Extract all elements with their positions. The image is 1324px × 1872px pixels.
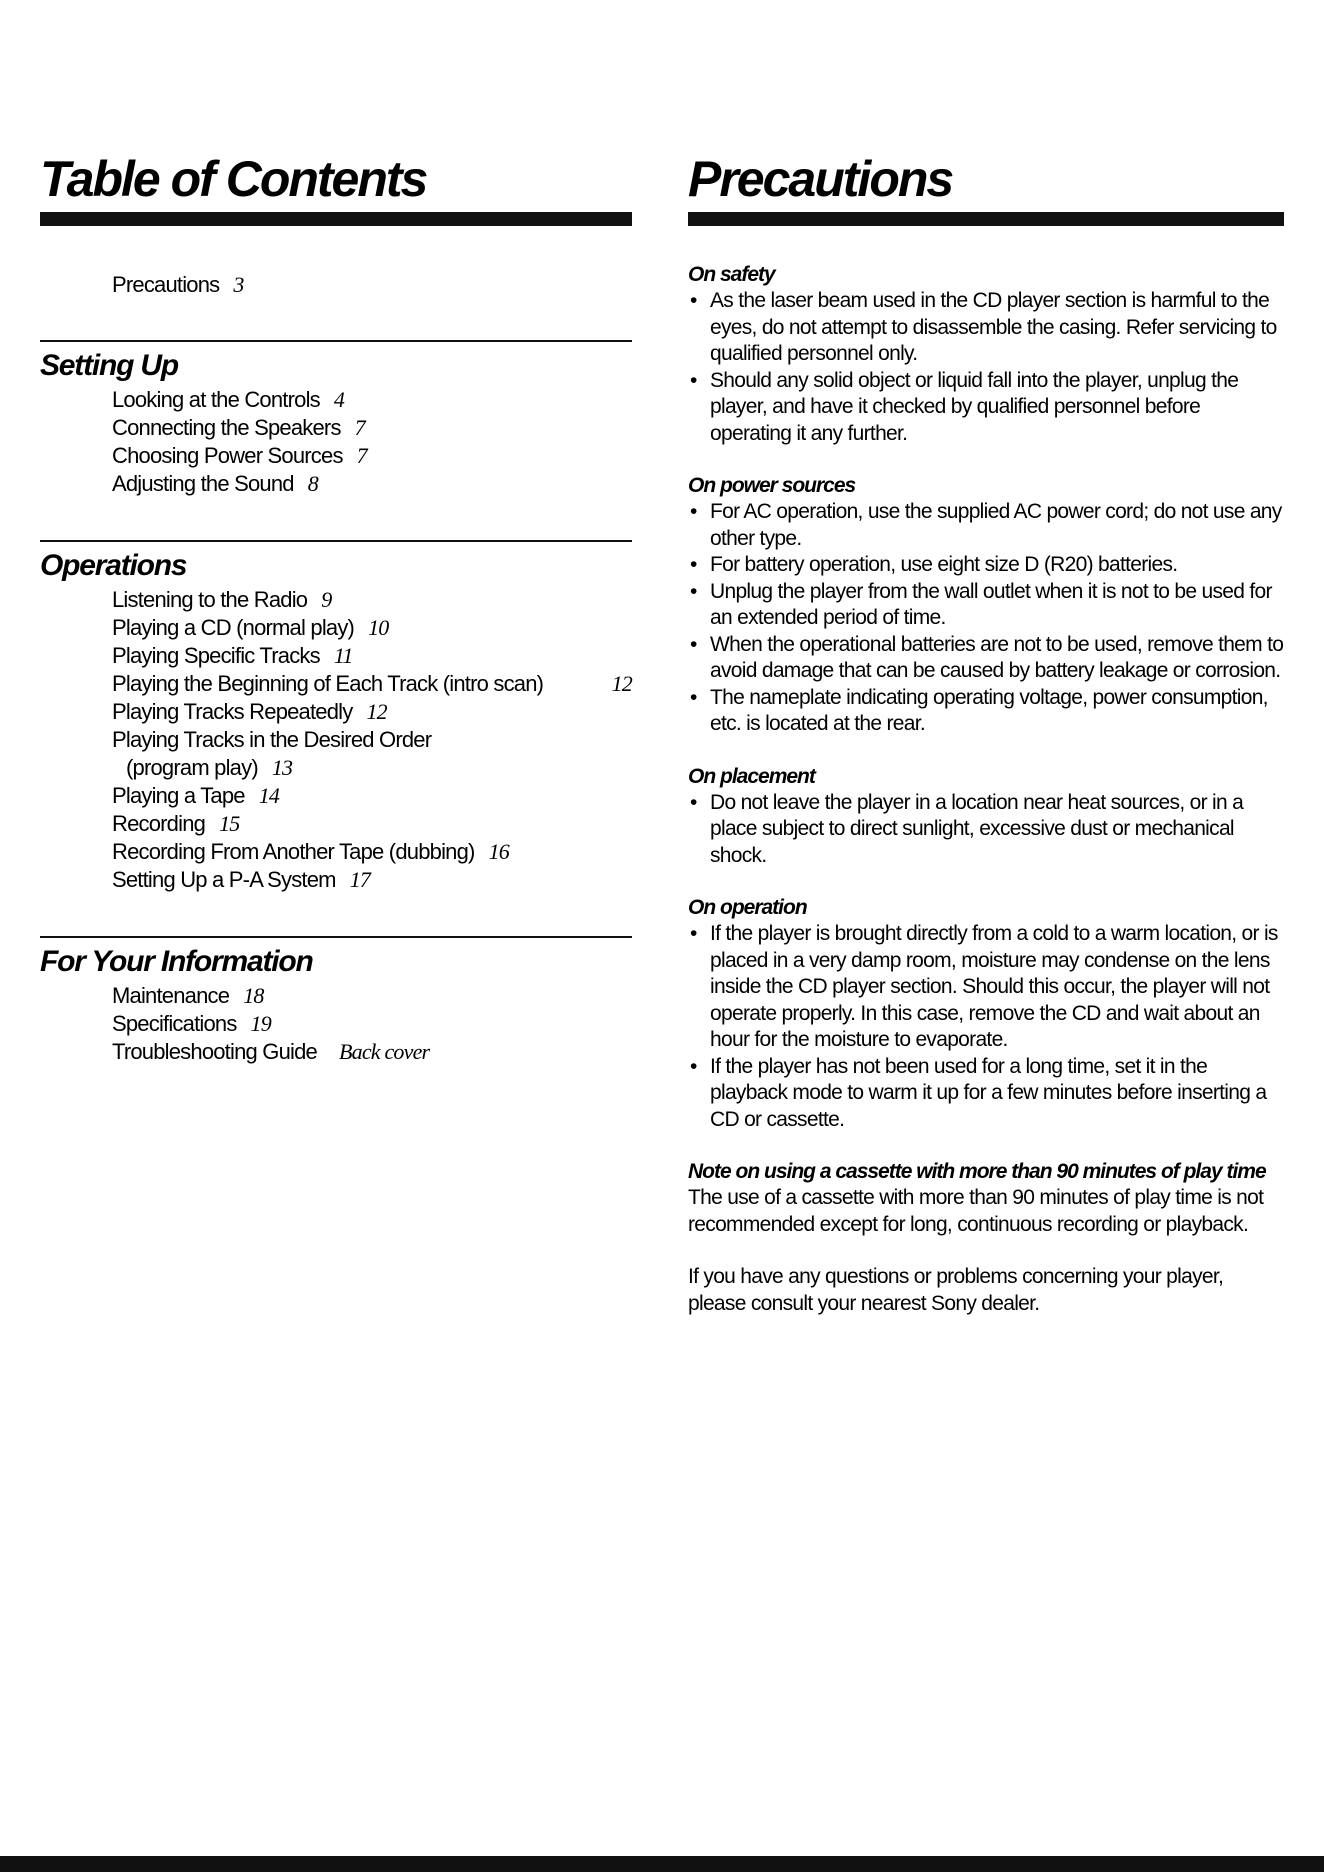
toc-entry[interactable]	[112, 726, 632, 754]
toc-entry-label: Playing a Tape	[112, 783, 245, 808]
toc-entry[interactable]	[112, 386, 632, 414]
precautions-title: Precautions	[688, 151, 953, 207]
precaution-heading: On safety	[688, 263, 775, 286]
bullet-list	[688, 288, 1284, 447]
toc-entry[interactable]	[112, 810, 632, 838]
precaution-on-placement	[688, 764, 1284, 870]
toc-entry-label: Playing Tracks in the Desired Order	[112, 727, 432, 752]
bullet-item: • The nameplate indicating operating voltage, power consumption, etc. is located at the rear.	[688, 685, 1284, 738]
table-of-contents	[40, 150, 632, 1066]
bullet-item: • Unplug the player from the wall outlet when it is not to be used for an extended period of time.	[688, 579, 1284, 632]
toc-entry-page: 7	[354, 415, 365, 440]
precaution-heading: On operation	[688, 896, 807, 919]
toc-entry-page: 10	[368, 615, 389, 640]
toc-entry-page: 4	[333, 387, 345, 412]
section-divider	[40, 540, 632, 542]
section-divider	[40, 340, 632, 342]
toc-entry-list	[40, 982, 632, 1066]
toc-entry-label: Recording From Another Tape (dubbing)	[112, 839, 475, 864]
bullet-item: • Do not leave the player in a location near heat sources, or in a place subject to direct sunlight, excessive dust or mechanical shock.	[688, 790, 1284, 870]
toc-entry-label: Listening to the Radio	[112, 587, 308, 612]
toc-entry-label: Looking at the Controls	[112, 387, 320, 412]
toc-entry-label: Maintenance	[112, 983, 230, 1008]
toc-entry-label: Choosing Power Sources	[112, 443, 343, 468]
toc-entry-label: Specifications	[112, 1011, 237, 1036]
toc-entry-list	[40, 386, 632, 498]
page-bottom-edge	[0, 1856, 1324, 1872]
note-text: The use of a cassette with more than 90 minutes of play time is not recommended except for long, continuous recording or playback.	[688, 1186, 1264, 1236]
toc-entry-page: 9	[321, 587, 332, 612]
toc-entry[interactable]	[112, 1010, 632, 1038]
toc-section-for-your-information	[40, 936, 632, 1066]
toc-entry-list	[40, 586, 632, 894]
toc-entry-page: Back cover	[338, 1039, 430, 1064]
toc-entry[interactable]	[112, 698, 632, 726]
toc-section-operations	[40, 540, 632, 894]
bullet-item: • If the player has not been used for a long time, set it in the playback mode to warm it up for a few minutes before inserting a CD or cassette.	[688, 1054, 1284, 1134]
toc-entry-page: 12	[611, 671, 632, 696]
toc-entry[interactable]	[112, 838, 632, 866]
toc-entry-label: (program play)	[126, 755, 258, 780]
toc-entry-label: Playing Tracks Repeatedly	[112, 699, 353, 724]
toc-title-rule	[40, 212, 632, 226]
toc-entry-page: 16	[488, 839, 509, 864]
note-heading: Note on using a cassette with more than 90 minutes of play time	[688, 1160, 1266, 1183]
bullet-list	[688, 499, 1284, 738]
bullet-item: • Should any solid object or liquid fall into the player, unplug the player, and have it checked by qualified personnel before operating it any further.	[688, 368, 1284, 448]
toc-entry-label: Recording	[112, 811, 206, 836]
section-divider	[40, 936, 632, 938]
toc-section-title: For Your Information	[40, 945, 313, 978]
precaution-on-operation	[688, 895, 1284, 1133]
toc-entry-page: 7	[356, 443, 367, 468]
toc-entry-page: 19	[250, 1011, 271, 1036]
toc-entry-page: 8	[307, 471, 318, 496]
toc-entry[interactable]	[112, 866, 632, 894]
toc-entry-page: 13	[271, 755, 293, 780]
toc-section-setting-up	[40, 340, 632, 498]
bullet-list	[688, 790, 1284, 870]
toc-entry-page: 3	[233, 272, 244, 297]
toc-entry[interactable]	[112, 442, 632, 470]
precaution-on-safety	[688, 262, 1284, 447]
toc-entry[interactable]	[112, 782, 632, 810]
toc-entry[interactable]	[112, 670, 632, 698]
cassette-note	[688, 1159, 1284, 1238]
toc-entry[interactable]	[112, 586, 632, 614]
closing-text: If you have any questions or problems concerning your player, please consult your nearest Sony dealer.	[688, 1265, 1224, 1315]
toc-entry-label: Adjusting the Sound	[112, 471, 294, 496]
bullet-item: • When the operational batteries are not to be used, remove them to avoid damage that can be caused by battery leakage or corrosion.	[688, 632, 1284, 685]
bullet-item: • If the player is brought directly from a cold to a warm location, or is placed in a very damp room, moisture may condense on the lens inside the CD player section. Should this occur, the player will not operate properly. In this case, remove the CD and wait about an hour for the moisture to evaporate.	[688, 921, 1284, 1054]
precautions-body	[688, 262, 1284, 1317]
precaution-heading: On power sources	[688, 474, 856, 497]
precautions-column	[688, 150, 1284, 1343]
toc-entry-label: Troubleshooting Guide	[112, 1039, 317, 1064]
toc-entry-page: 18	[243, 983, 264, 1008]
toc-entry[interactable]	[112, 642, 632, 670]
toc-section-title: Setting Up	[40, 349, 178, 382]
bullet-item: • For battery operation, use eight size D (R20) batteries.	[688, 552, 1284, 579]
toc-entry-label: Playing Specific Tracks	[112, 643, 320, 668]
toc-entry-label: Playing the Beginning of Each Track (intro scan)	[112, 671, 544, 696]
toc-entry[interactable]	[112, 414, 632, 442]
precautions-title-rule	[688, 212, 1284, 226]
bullet-item: • As the laser beam used in the CD player section is harmful to the eyes, do not attempt to disassemble the casing. Refer servicing to qualified personnel only.	[688, 288, 1284, 368]
bullet-list	[688, 921, 1284, 1133]
toc-entry[interactable]	[112, 470, 632, 498]
toc-entry-label: Setting Up a P-A System	[112, 867, 336, 892]
toc-entry[interactable]	[112, 1038, 632, 1066]
toc-entry-precautions[interactable]	[40, 272, 632, 298]
toc-entry-label: Precautions	[112, 272, 220, 297]
toc-entry-page: 12	[366, 699, 387, 724]
toc-entry[interactable]	[112, 614, 632, 642]
toc-entry-page: 11	[333, 643, 353, 668]
precaution-heading: On placement	[688, 764, 815, 788]
toc-entry-page: 17	[349, 867, 371, 892]
toc-entry-page: 15	[219, 811, 240, 836]
toc-title: Table of Contents	[40, 151, 427, 207]
precaution-on-power-sources	[688, 473, 1284, 738]
toc-entry[interactable]	[112, 982, 632, 1010]
toc-entry-label: Connecting the Speakers	[112, 415, 341, 440]
toc-entry-page: 14	[258, 783, 280, 808]
toc-entry-continued[interactable]	[112, 754, 632, 782]
closing-block	[688, 1264, 1284, 1317]
toc-entry-label: Playing a CD (normal play)	[112, 615, 355, 640]
toc-section-title: Operations	[40, 549, 187, 582]
bullet-item: • For AC operation, use the supplied AC power cord; do not use any other type.	[688, 499, 1284, 552]
